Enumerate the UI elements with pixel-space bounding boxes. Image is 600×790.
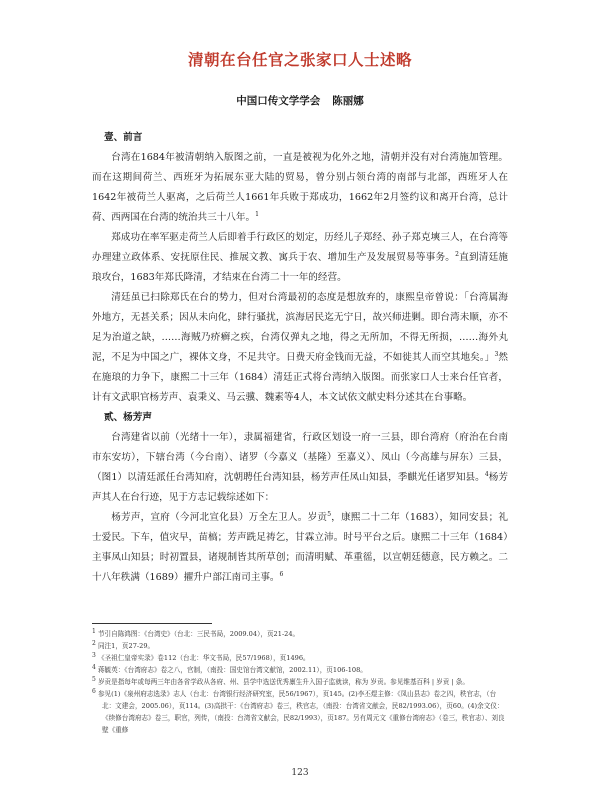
footnote-text: 参见(1)《泉州府志选录》志人（台北：台湾银行经济研究室，民56/1967），页145。(2)李丕煜主修：《凤山县志》卷之四，秩官志，（台北：文建会，2005.06），页114。(3)高拱干：《台湾府志》卷三，秩官志，（南投：台湾省文献会，民82/1993.06），页60。(4)余文仪：《续修台湾府志》卷三，职官，列传，（南投：台湾省文献会，民82/1993），页187。另有周元文《重修台湾府志》（卷三，秩官志）、刘良壁《重修 xyxy=(97,690,505,734)
paragraph-text: 台湾在1684年被清朝纳入版图之前，一直是被视为化外之地，清朝并没有对台湾施加管理。而在这期间荷兰、西班牙为拓展东亚大陆的贸易，曾分别占领台湾的南部与北部，西班牙人在1642年被荷兰人驱离，之后荷兰人1661年兵败于郑成功，1662年2月签约议和离开台湾，总计荷、西两国在台湾的统治共三十八年。 xyxy=(92,152,508,223)
section-heading: 贰、杨芳声 xyxy=(104,412,152,423)
paragraph-text: 台湾建省以前（光绪十一年），隶属福建省，行政区划设一府一三县，即台湾府（府治在台南市东安坊），下辖台湾（今台南）、诸罗（今嘉义（基隆）至嘉义）、凤山（今高雄与屏东）三县，（图1）以清廷派任台湾知府，沈朝聘任台湾知县，杨芳声任凤山知县，季麒光任诸罗知县。 xyxy=(92,432,508,483)
footnote xyxy=(92,640,508,652)
page-number: 123 xyxy=(291,768,309,778)
paragraph xyxy=(92,508,508,588)
paragraph xyxy=(92,428,508,508)
paragraph-text: ，康熙二十二年（1683），知同安县；礼士爱民。下车，值灾早，苗槁；芳声跣足祷乞，甘霖立沛。时号平台之后。康熙二十三年（1684）主事凤山知县；时初置县，诸规制皆其所草创；而清明赋、革重徭，以宣朝廷德意，民方赖之。二十八年秩满（1689）擢升户部江南司主事。 xyxy=(92,512,508,583)
footnote-ref[interactable]: 6 xyxy=(279,570,284,578)
footnote-ref[interactable]: 5 xyxy=(327,510,332,518)
section-heading: 壹、前言 xyxy=(104,132,143,143)
article-body xyxy=(92,128,508,588)
paragraph-text: 杨芳声其人在台行迹，见于方志记载综述如下： xyxy=(92,472,509,503)
footnote-number: 4 xyxy=(92,663,96,671)
article-title: 清朝在台任官之张家口人士述略 xyxy=(187,51,412,69)
paragraph-text: 清廷虽已扫除郑氏在台的势力，但对台湾最初的态度是想放弃的，康熙皇帝曾说：「台湾属海外地方，无甚关系；因从未向化，肆行骚扰，滨海居民迄无宁日，故兴师进剿。即台湾未顺，亦不足为治道之缺，……海贼乃疥癣之疾，台湾仅弹丸之地，得之无所加，不得无所损，……海外丸泥，不足为中国之广，裸体文身，不足共守。日费天府金钱而无益，不如徙其人而空其地矣。」 xyxy=(92,292,508,363)
author-name: 陈丽娜 xyxy=(332,95,364,107)
paragraph xyxy=(92,228,508,288)
footnote-text: 岁贡是指每年或每两三年由各省学政从各府、州、县学中选送优秀廪生升入国子监就读，称为 岁贡。参见维基百科 | 岁贡 | 条。 xyxy=(97,678,469,686)
footnotes xyxy=(92,628,508,736)
paragraph xyxy=(92,288,508,408)
author-organization: 中国口传文学学会 xyxy=(236,95,321,107)
footnote xyxy=(92,676,508,688)
footnote xyxy=(92,688,508,736)
footnote-text: 《圣祖仁皇帝实录》卷112（台北：华文书局，民57/1968），页1496。 xyxy=(97,654,310,662)
footnote-text: 同注1，页27-29。 xyxy=(97,642,155,650)
author-line xyxy=(0,93,600,108)
footnote-ref[interactable]: 4 xyxy=(484,470,489,478)
footnote-number: 6 xyxy=(92,687,96,695)
paragraph-text: 杨芳声，宣府（今河北宣化县）万全左卫人。岁贡 xyxy=(111,512,328,523)
footnote-number: 5 xyxy=(92,675,96,683)
footnote-number: 1 xyxy=(92,627,96,635)
footnote xyxy=(92,628,508,640)
footnote-text: 蒋毓英：《台湾府志》卷之八，官制，（南投：国史馆台湾文献馆，2002.11），页106-108。 xyxy=(97,666,367,674)
footnote-divider xyxy=(92,623,212,624)
paragraph-text: 然在施琅的力争下，康熙二十三年（1684）清廷正式将台湾纳入版图。而张家口人士来台任官者，计有文武职官杨芳声、袁秉义、马云骥、魏素等4人，本文试依文献史料分述其在台事略。 xyxy=(92,352,509,403)
footnote-number: 3 xyxy=(92,651,96,659)
paragraph-text: 郑成功在率军驱走荷兰人后即着手行政区的划定，历经儿子郑经、孙子郑克塽三人，在台湾等办理建立政体系、安抚原住民、推展文教、寓兵于农、增加生产及发展贸易等事务。 xyxy=(92,232,508,263)
footnote-text: 节引自陈鸿图：《台湾史》（台北：三民书局，2009.04），页21-24。 xyxy=(97,630,300,638)
paragraph xyxy=(92,148,508,228)
footnote xyxy=(92,652,508,664)
footnote-ref[interactable]: 1 xyxy=(255,210,259,218)
footnote xyxy=(92,664,508,676)
footnote-ref[interactable]: 2 xyxy=(455,250,459,258)
footnote-ref[interactable]: 3 xyxy=(494,350,499,358)
footnote-number: 2 xyxy=(92,639,96,647)
paragraph-text: 直到清廷施琅攻台，1683年郑氏降清，才结束在台湾二十一年的经营。 xyxy=(92,252,509,283)
